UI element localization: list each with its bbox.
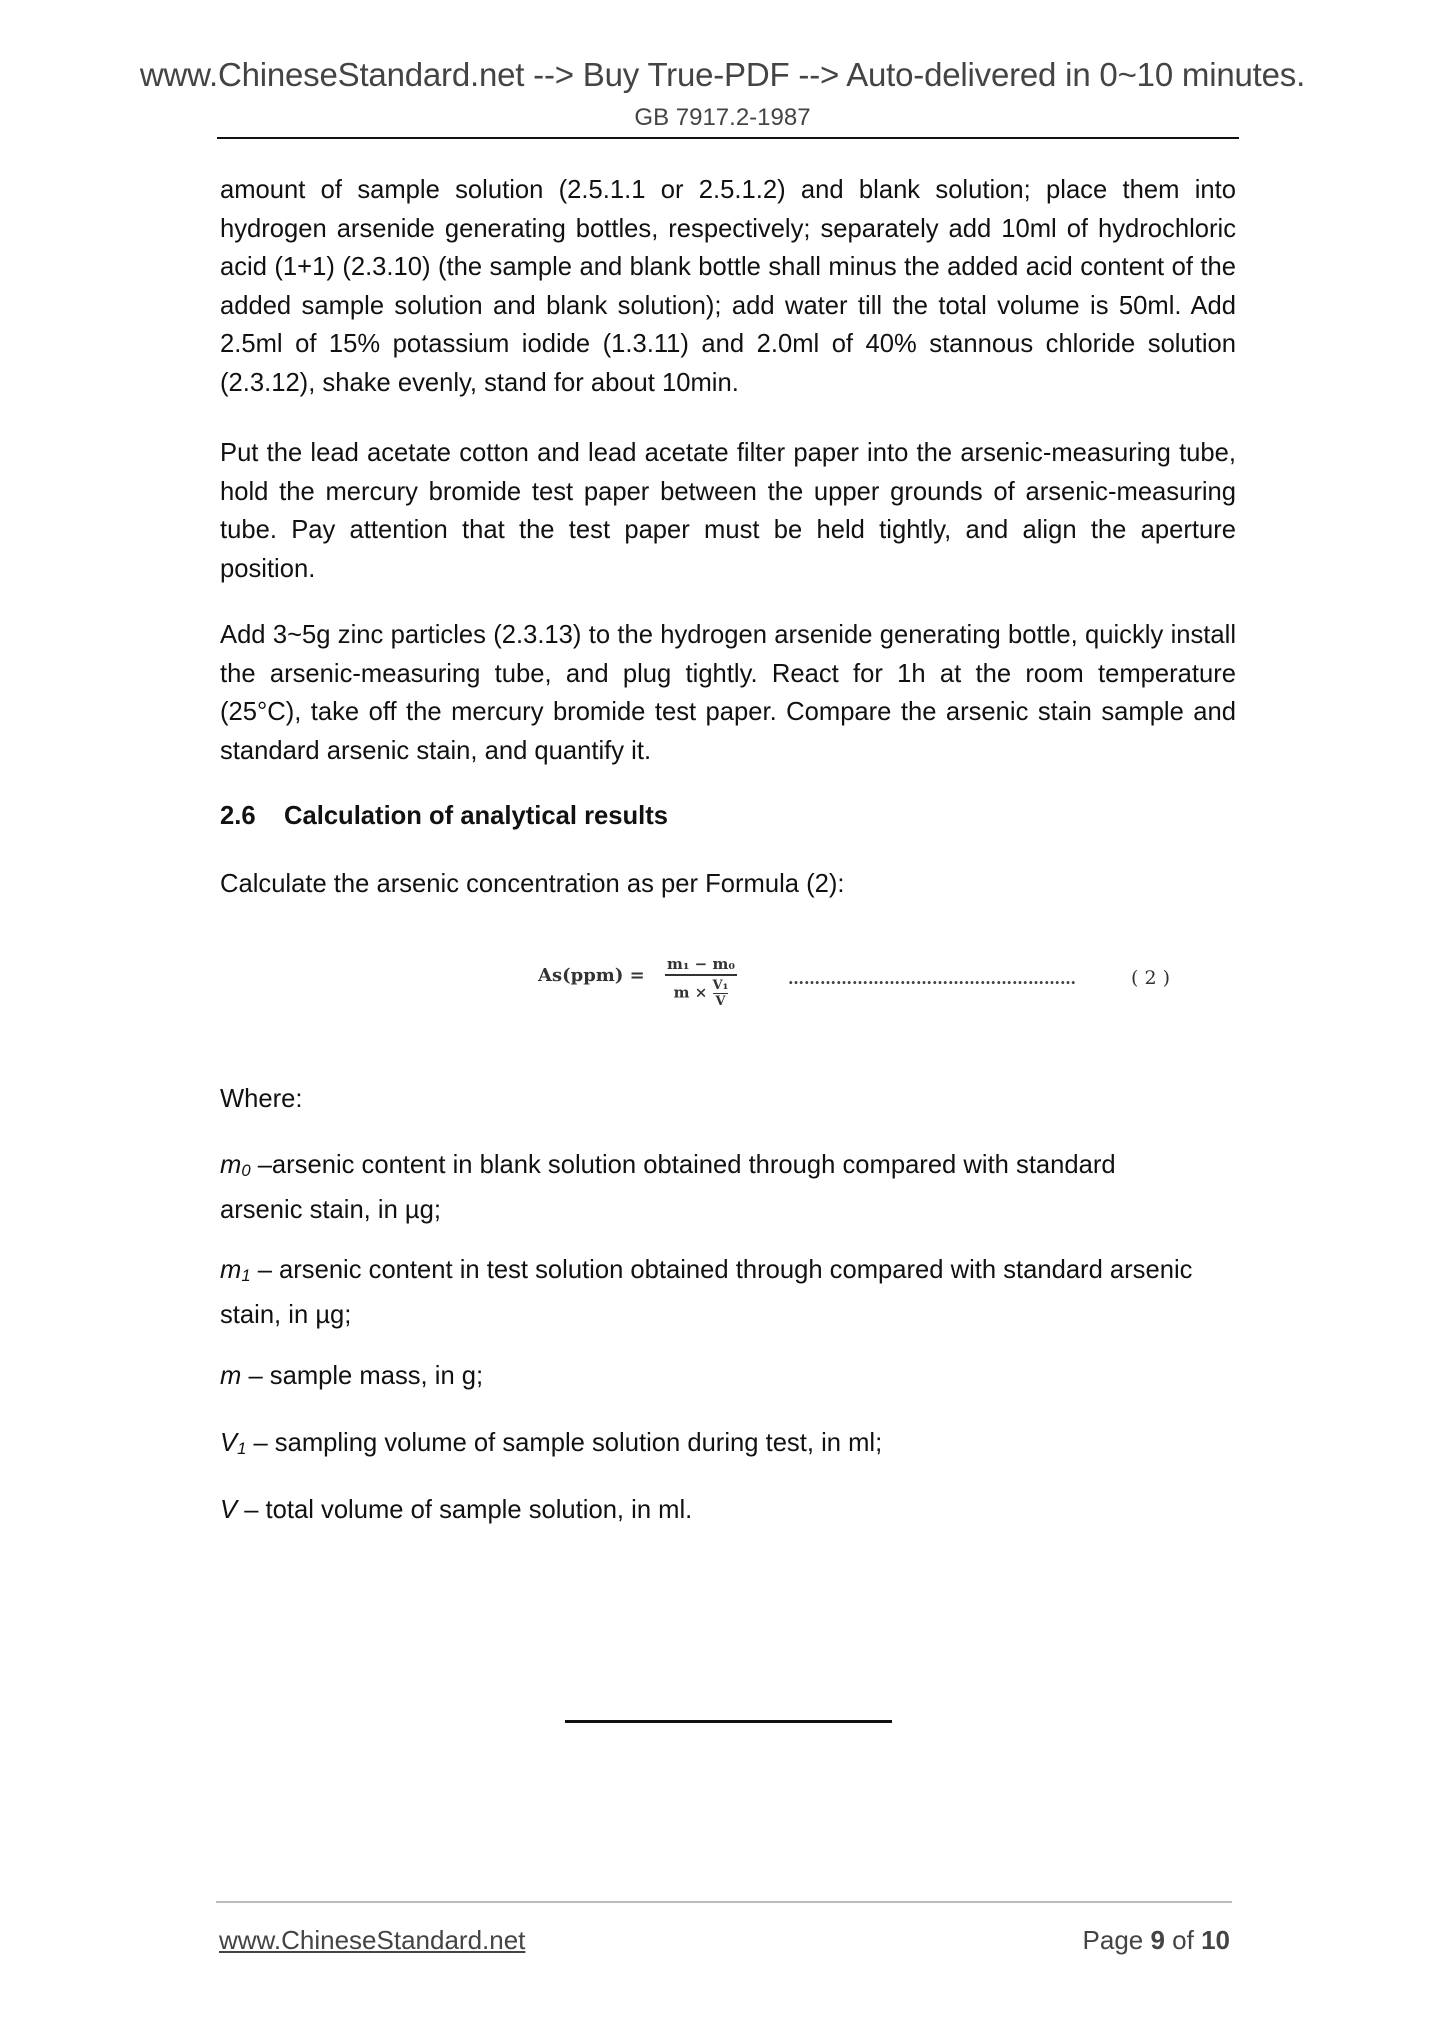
- formula-denominator: [665, 976, 737, 1009]
- section-title: Calculation of analytical results: [284, 802, 669, 830]
- definition-text: – arsenic content in test solution obtained through compared with standard arsenic stain, in µg;: [220, 1256, 1193, 1329]
- section-heading: [220, 797, 668, 836]
- section-number: 2.6: [220, 802, 256, 830]
- symbol: $m_1$: [220, 1256, 251, 1285]
- definition-m: [220, 1357, 1200, 1396]
- formula-fraction: [665, 955, 737, 1009]
- definition-v1: [220, 1424, 1200, 1469]
- formula-number: ( 2 ): [1131, 967, 1170, 989]
- definition-m1: [220, 1251, 1200, 1334]
- definition-v: [220, 1491, 1200, 1530]
- symbol: $V_1$: [220, 1429, 247, 1458]
- paragraph-zinc: Add 3~5g zinc particles (2.3.13) to the hydrogen arsenide generating bottle, quickly install the arsenic-measuring tube, and plug tightly. React for 1h at the room temperature (25°C), take off the mercury bromide test paper. Compare the arsenic stain sample and standard arsenic stain, and quantify it.: [220, 621, 1236, 765]
- formula-lhs: As(ppm) =: [538, 965, 645, 986]
- page-current: 9: [1150, 1925, 1165, 1955]
- footer-divider: [216, 1901, 1232, 1903]
- where-label: Where:: [220, 1085, 303, 1113]
- document-id: GB 7917.2-1987: [634, 104, 811, 131]
- formula-2: [538, 955, 1178, 1035]
- page-indicator: Page 9 of 10: [1082, 1925, 1230, 1955]
- symbol: V: [220, 1496, 238, 1524]
- definition-text: – total volume of sample solution, in ml.: [237, 1496, 693, 1524]
- symbol: m: [220, 1362, 242, 1390]
- formula-inner-denominator: V: [715, 994, 726, 1009]
- formula-numerator: m₁ − m₀: [665, 955, 737, 976]
- formula-dot-leader: ………………………………………………: [788, 969, 1076, 988]
- definition-m0: [220, 1146, 1200, 1229]
- header-divider: [217, 137, 1239, 139]
- paragraph-procedure: amount of sample solution (2.5.1.1 or 2.5.1.2) and blank solution; place them into hydrogen arsenide generating bottles, respectively; separately add 10ml of hydrochloric acid (1+1) (2.3.10) (the sample and blank bottle shall minus the added acid content of the added sample solution and blank solution); add water till the total volume is 50ml. Add 2.5ml of 15% potassium iodide (1.3.11) and 2.0ml of 40% stannous chloride solution (2.3.12), shake evenly, stand for about 10min.: [220, 176, 1236, 397]
- formula-volume-ratio: [713, 978, 729, 1009]
- formula-inner-numerator: V₁: [712, 978, 729, 993]
- symbol: $m_0$: [220, 1151, 251, 1180]
- definition-text: – sample mass, in g;: [241, 1362, 484, 1390]
- formula-intro: Calculate the arsenic concentration as per Formula (2):: [220, 870, 845, 898]
- page-total: 10: [1201, 1925, 1230, 1955]
- formula-denominator-prefix: m ×: [673, 983, 708, 1002]
- header-banner: www.ChineseStandard.net --> Buy True-PDF --> Auto-delivered in 0~10 minutes.: [139, 56, 1306, 93]
- end-of-document-rule: [565, 1720, 892, 1723]
- definition-text: – sampling volume of sample solution during test, in ml;: [246, 1429, 883, 1457]
- footer-website-link[interactable]: www.ChineseStandard.net: [219, 1925, 526, 1955]
- paragraph-lead-acetate: Put the lead acetate cotton and lead acetate filter paper into the arsenic-measuring tube, hold the mercury bromide test paper between the upper grounds of arsenic-measuring tube. Pay attention that the test paper must be held tightly, and align the aperture position.: [220, 439, 1236, 583]
- definition-text: –arsenic content in blank solution obtained through compared with standard arsenic stain, in µg;: [220, 1151, 1116, 1224]
